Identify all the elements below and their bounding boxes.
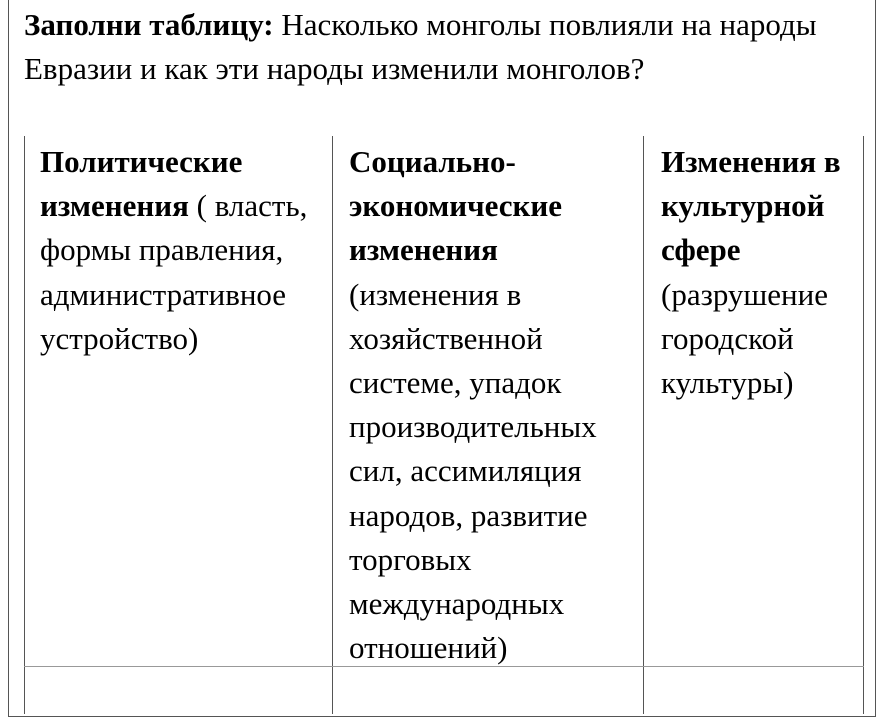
answer-table: [24, 136, 864, 714]
column-political: [40, 140, 330, 361]
task-text: [24, 3, 864, 91]
column-heading: Политические изменения: [40, 144, 243, 224]
column-note: (изменения в хозяйственной системе, упадок производительных сил, ассимиляция народов, развитие торговых международных отношений): [349, 276, 597, 666]
task-label: Заполни таблицу:: [24, 7, 274, 42]
table-divider-2: [643, 136, 644, 714]
column-note: ( власть, формы правления, административное устройство): [40, 188, 308, 356]
task-question: Насколько монголы повлияли на народы Евразии и как эти народы изменили монголов?: [24, 7, 817, 86]
column-note: (разрушение городской культуры): [661, 276, 828, 401]
column-heading: Социально-экономические изменения: [349, 144, 562, 268]
table-divider-1: [332, 136, 333, 714]
table-border-right: [863, 136, 864, 714]
column-heading: Изменения в культурной сфере: [661, 144, 841, 268]
table-border-left: [24, 136, 25, 714]
column-socio-economic: [349, 140, 639, 670]
column-cultural: [661, 140, 857, 405]
